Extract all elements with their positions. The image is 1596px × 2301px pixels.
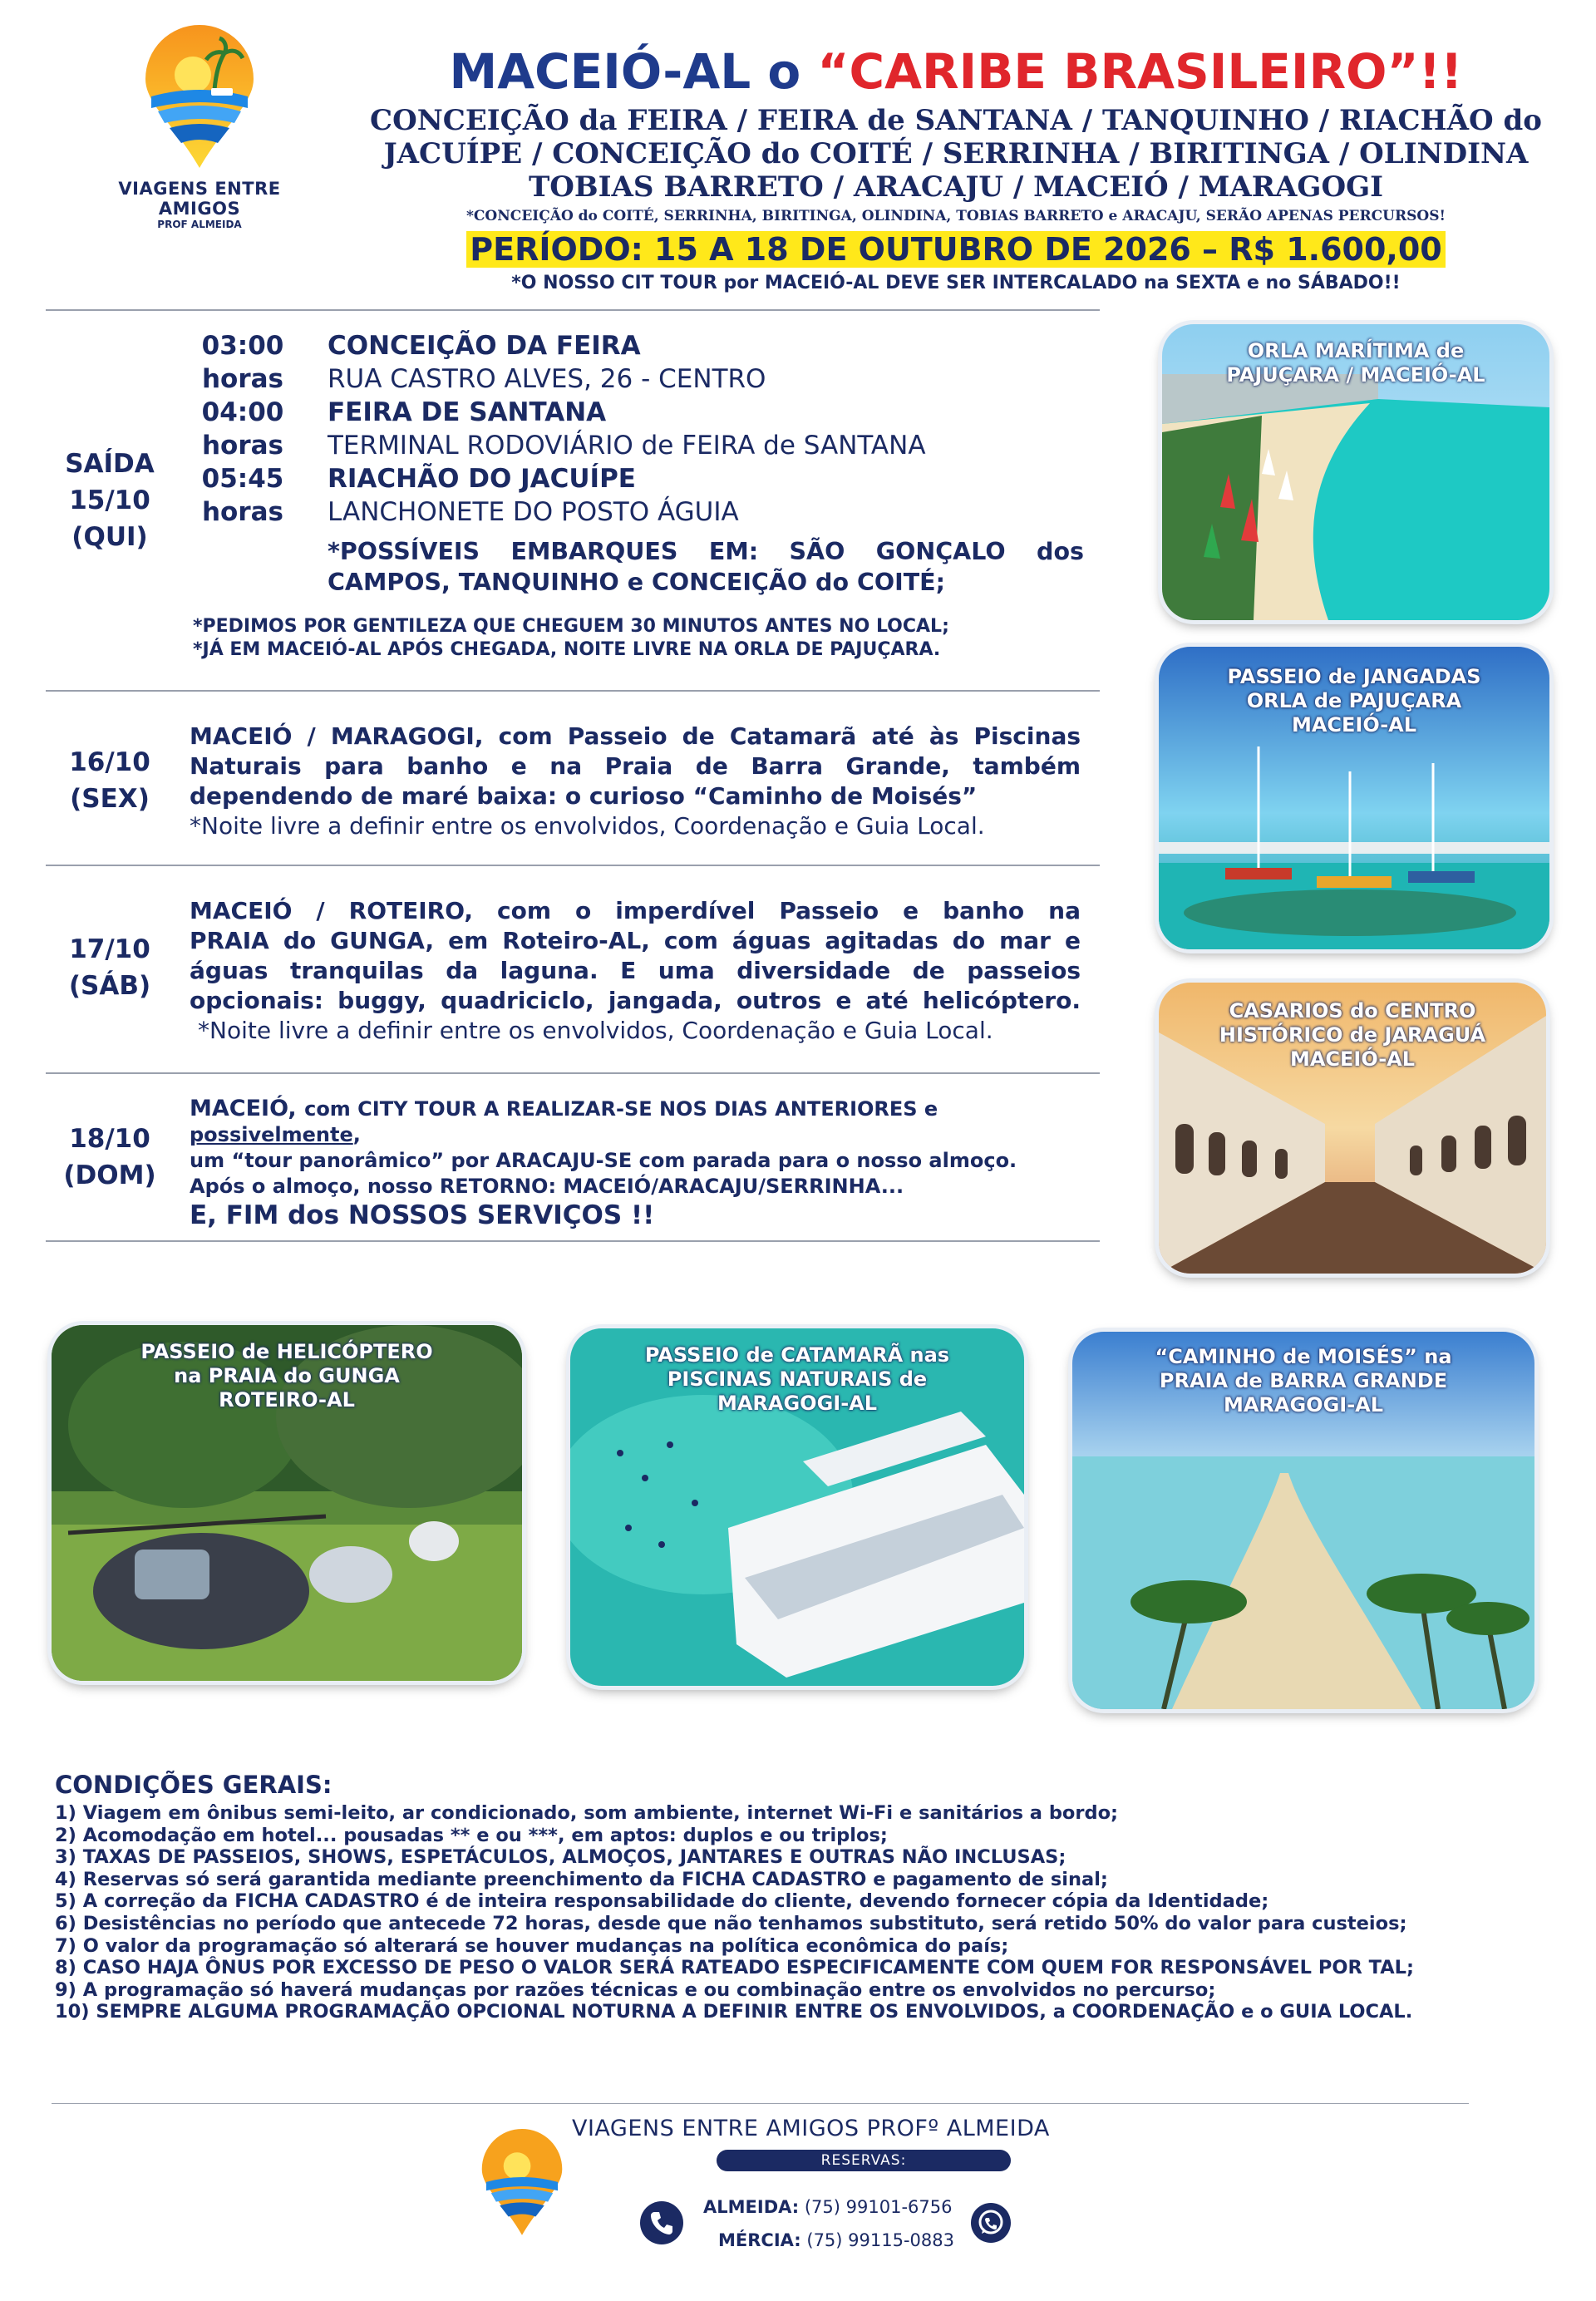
- phone-glyph: [640, 2201, 683, 2244]
- divider: [46, 309, 1100, 311]
- caption-line: MARAGOGI-AL: [717, 1392, 878, 1415]
- divider: [46, 1240, 1100, 1242]
- day-label-line: 18/10: [69, 1124, 150, 1154]
- caption-line: PISCINAS NATURAIS de: [667, 1367, 928, 1391]
- day1-notes: [193, 615, 1091, 662]
- note-line: *JÁ EM MACEIÓ-AL APÓS CHEGADA, NOITE LIVRE NA ORLA DE PAJUÇARA.: [193, 639, 941, 660]
- itinerary-line: MACEIÓ / MARAGOGI, com Passeio de Catamarã até às Piscinas: [190, 722, 1081, 750]
- city-line: TOBIAS BARRETO / ARACAJU / MACEIÓ / MARAGOGI: [528, 170, 1384, 204]
- caption-line: PASSEIO de JANGADAS: [1227, 665, 1481, 688]
- caption-line: HISTÓRICO de JARAGUÁ: [1219, 1023, 1486, 1047]
- time-unit: horas: [201, 364, 284, 394]
- contact-name: ALMEIDA:: [703, 2197, 800, 2217]
- photo-caption: [1162, 339, 1549, 387]
- divider: [46, 1072, 1100, 1074]
- photo-orla-pajucara: [1162, 324, 1549, 620]
- day-label-18-10: [52, 1121, 168, 1194]
- conditions-list: [55, 1802, 1551, 2023]
- footer-logo: [479, 2120, 565, 2246]
- place: RIACHÃO DO JACUÍPE: [328, 464, 636, 494]
- day-label-line: (SÁB): [68, 971, 151, 1001]
- title-highlight: “CARIBE BRASILEIRO”!!: [817, 43, 1463, 100]
- caption-line: na PRAIA do GUNGA: [174, 1364, 400, 1387]
- day-label-line: 16/10: [69, 747, 150, 777]
- contact-phone[interactable]: (75) 99101-6756: [804, 2197, 953, 2217]
- photo-caption: [1159, 665, 1549, 737]
- itinerary-line: [190, 1096, 1087, 1148]
- time: 03:00: [201, 331, 284, 361]
- text-span: possivelmente: [190, 1123, 353, 1146]
- caption-line: PASSEIO de HELICÓPTERO: [140, 1340, 433, 1363]
- sunset-pin-icon: [141, 25, 258, 170]
- caption-line: MARAGOGI-AL: [1223, 1393, 1384, 1417]
- logo-subtitle: PROF ALMEIDA: [157, 219, 242, 230]
- photo-caption: [1159, 999, 1546, 1072]
- whatsapp-icon: [971, 2203, 1011, 2243]
- brand-logo: [79, 25, 320, 233]
- footer-company-name: VIAGENS ENTRE AMIGOS PROFº ALMEIDA: [572, 2116, 1050, 2141]
- day-label-line: (SEX): [70, 784, 150, 814]
- itinerary-line: dependendo de maré baixa: o curioso “Caminho de Moisés”: [190, 782, 978, 810]
- itinerary-line: PRAIA do GUNGA, em Roteiro-AL, com águas agitadas do mar e: [190, 927, 1081, 954]
- city-line: JACUÍPE / CONCEIÇÃO do COITÉ / SERRINHA / BIRITINGA / OLINDINA: [383, 137, 1529, 170]
- photo-casarios-jaragua: [1159, 983, 1546, 1274]
- condition-item: 8) CASO HAJA ÔNUS POR EXCESSO DE PESO O VALOR SERÁ RATEADO ESPECIFICAMENTE COM QUEM FOR RESPONSÁVEL POR TAL;: [55, 1957, 1414, 1979]
- caption-line: ORLA de PAJUÇARA: [1246, 689, 1462, 712]
- cities-note: *CONCEIÇÃO do COITÉ, SERRINHA, BIRITINGA, OLINDINA, TOBIAS BARRETO e ARACAJU, SERÃO APENAS PERCURSOS!: [466, 208, 1446, 224]
- itinerary-note: *Noite livre a definir entre os envolvidos, Coordenação e Guia Local.: [198, 1017, 993, 1044]
- period-highlight: PERÍODO: 15 A 18 DE OUTUBRO DE 2026 – R$ 1.600,00: [466, 231, 1445, 268]
- sunset-pin-icon: [479, 2120, 565, 2246]
- caption-line: MACEIÓ-AL: [1291, 713, 1417, 737]
- photo-jangadas: [1159, 647, 1549, 949]
- caption-line: ROTEIRO-AL: [219, 1388, 355, 1412]
- time-unit: horas: [201, 431, 284, 461]
- itinerary-line: E, FIM dos NOSSOS SERVIÇOS !!: [190, 1200, 655, 1230]
- photo-caption: [52, 1340, 522, 1412]
- caption-line: CASARIOS do CENTRO: [1229, 999, 1476, 1022]
- time: 04:00: [201, 397, 284, 427]
- phone-icon: [640, 2201, 683, 2244]
- note-line: *PEDIMOS POR GENTILEZA QUE CHEGUEM 30 MINUTOS ANTES NO LOCAL;: [193, 616, 949, 637]
- contact-phone[interactable]: (75) 99115-0883: [806, 2230, 954, 2250]
- caption-line: ORLA MARÍTIMA de: [1247, 339, 1465, 362]
- departure-places: [328, 329, 1092, 529]
- boarding-line: CAMPOS, TANQUINHO e CONCEIÇÃO do COITÉ;: [328, 569, 946, 596]
- page-title: [366, 43, 1546, 100]
- day-label-line: (QUI): [71, 522, 148, 552]
- address: LANCHONETE DO POSTO ÁGUIA: [328, 497, 739, 527]
- itinerary-line: opcionais: buggy, quadriciclo, jangada, outros e até helicóptero.: [190, 987, 1081, 1014]
- conditions-title: CONDIÇÕES GERAIS:: [55, 1771, 332, 1799]
- day4-itinerary: [190, 1096, 1087, 1231]
- possible-boardings: [328, 536, 1084, 598]
- text-span: ,: [352, 1123, 361, 1146]
- city-line: CONCEIÇÃO da FEIRA / FEIRA de SANTANA / TANQUINHO / RIACHÃO do: [370, 104, 1542, 137]
- photo-caminho-de-moises: [1072, 1332, 1534, 1709]
- photo-caption: [1072, 1345, 1534, 1417]
- caption-line: PASSEIO de CATAMARÃ nas: [644, 1343, 950, 1367]
- photo-catamara: [570, 1328, 1024, 1686]
- caption-line: “CAMINHO de MOISÉS” na: [1155, 1345, 1452, 1368]
- itinerary-line: Após o almoço, nosso RETORNO: MACEIÓ/ARACAJU/SERRINHA...: [190, 1175, 904, 1198]
- divider: [46, 865, 1100, 866]
- city-list: [366, 104, 1546, 204]
- day3-itinerary: [190, 896, 1081, 1046]
- boarding-line: *POSSÍVEIS EMBARQUES EM: SÃO GONÇALO dos: [328, 538, 1084, 565]
- text-span: MACEIÓ,: [190, 1096, 305, 1121]
- logo-title: VIAGENS ENTRE AMIGOS: [118, 179, 281, 219]
- day-label-16-10: [52, 744, 168, 817]
- period-price: [366, 231, 1546, 268]
- caption-line: PAJUÇARA / MACEIÓ-AL: [1226, 363, 1485, 387]
- condition-item: 9) A programação só haverá mudanças por razões técnicas e ou combinação entre os envolvidos no percurso;: [55, 1978, 1216, 2001]
- itinerary-line: um “tour panorâmico” por ARACAJU-SE com parada para o nosso almoço.: [190, 1149, 1017, 1172]
- caption-line: PRAIA de BARRA GRANDE: [1159, 1369, 1448, 1392]
- address: RUA CASTRO ALVES, 26 - CENTRO: [328, 364, 766, 394]
- day-label-17-10: [52, 931, 168, 1004]
- photo-caption: [570, 1343, 1024, 1416]
- condition-item: 6) Desistências no período que antecede 72 horas, desde que não tenhamos substituto, será retido 50% do valor para custeios;: [55, 1912, 1407, 1934]
- divider: [46, 690, 1100, 692]
- caption-line: MACEIÓ-AL: [1289, 1047, 1416, 1071]
- contact-mercia: [718, 2230, 954, 2250]
- city-tour-note: *O NOSSO CIT TOUR por MACEIÓ-AL DEVE SER INTERCALADO na SEXTA e no SÁBADO!!: [511, 273, 1401, 293]
- place: FEIRA DE SANTANA: [328, 397, 607, 427]
- contact-name: MÉRCIA:: [718, 2230, 801, 2250]
- departure-times: [193, 329, 293, 529]
- day-label-line: (DOM): [63, 1160, 156, 1190]
- day-label-line: 17/10: [69, 934, 150, 964]
- condition-item: 5) A correção da FICHA CADASTRO é de inteira responsabilidade do cliente, devendo fornecer cópia da Identidade;: [55, 1890, 1269, 1913]
- time-unit: horas: [201, 497, 284, 527]
- title-main: MACEIÓ-AL o: [449, 43, 818, 100]
- day-label-line: 15/10: [69, 485, 150, 515]
- day-label-15-10: [52, 446, 168, 555]
- itinerary-line: Naturais para banho e na Praia de Barra Grande, também: [190, 752, 1081, 780]
- condition-item: 3) TAXAS DE PASSEIOS, SHOWS, ESPETÁCULOS, ALMOÇOS, JANTARES E OUTRAS NÃO INCLUSAS;: [55, 1846, 1066, 1869]
- itinerary-line: MACEIÓ / ROTEIRO, com o imperdível Passeio e banho na: [190, 897, 1081, 924]
- condition-item: 10) SEMPRE ALGUMA PROGRAMAÇÃO OPCIONAL NOTURNA A DEFINIR ENTRE OS ENVOLVIDOS, a COORDENAÇÃO e o GUIA LOCAL.: [55, 2001, 1413, 2023]
- whatsapp-glyph: [971, 2203, 1011, 2243]
- itinerary-note: *Noite livre a definir entre os envolvidos, Coordenação e Guia Local.: [190, 812, 985, 840]
- day2-itinerary: [190, 722, 1081, 841]
- reservas-badge: RESERVAS:: [717, 2150, 1011, 2171]
- condition-item: 1) Viagem em ônibus semi-leito, ar condicionado, som ambiente, internet Wi-Fi e sanitários a bordo;: [55, 1802, 1119, 1824]
- condition-item: 4) Reservas só será garantida mediante preenchimento da FICHA CADASTRO e pagamento de sinal;: [55, 1868, 1108, 1890]
- address: TERMINAL RODOVIÁRIO de FEIRA de SANTANA: [328, 431, 926, 461]
- condition-item: 7) O valor da programação só alterará se houver mudanças na política econômica do país;: [55, 1934, 1009, 1957]
- place: CONCEIÇÃO DA FEIRA: [328, 331, 641, 361]
- contact-almeida: [703, 2197, 952, 2217]
- divider: [52, 2103, 1469, 2104]
- itinerary-line: águas tranquilas da laguna. E uma diversidade de passeios: [190, 957, 1081, 984]
- condition-item: 2) Acomodação em hotel... pousadas ** e ou ***, em aptos: duplos e ou triplos;: [55, 1824, 888, 1846]
- day-label-line: SAÍDA: [65, 449, 155, 479]
- photo-helicoptero: [52, 1325, 522, 1681]
- text-span: com CITY TOUR A REALIZAR-SE NOS DIAS ANTERIORES e: [304, 1097, 938, 1121]
- time: 05:45: [201, 464, 284, 494]
